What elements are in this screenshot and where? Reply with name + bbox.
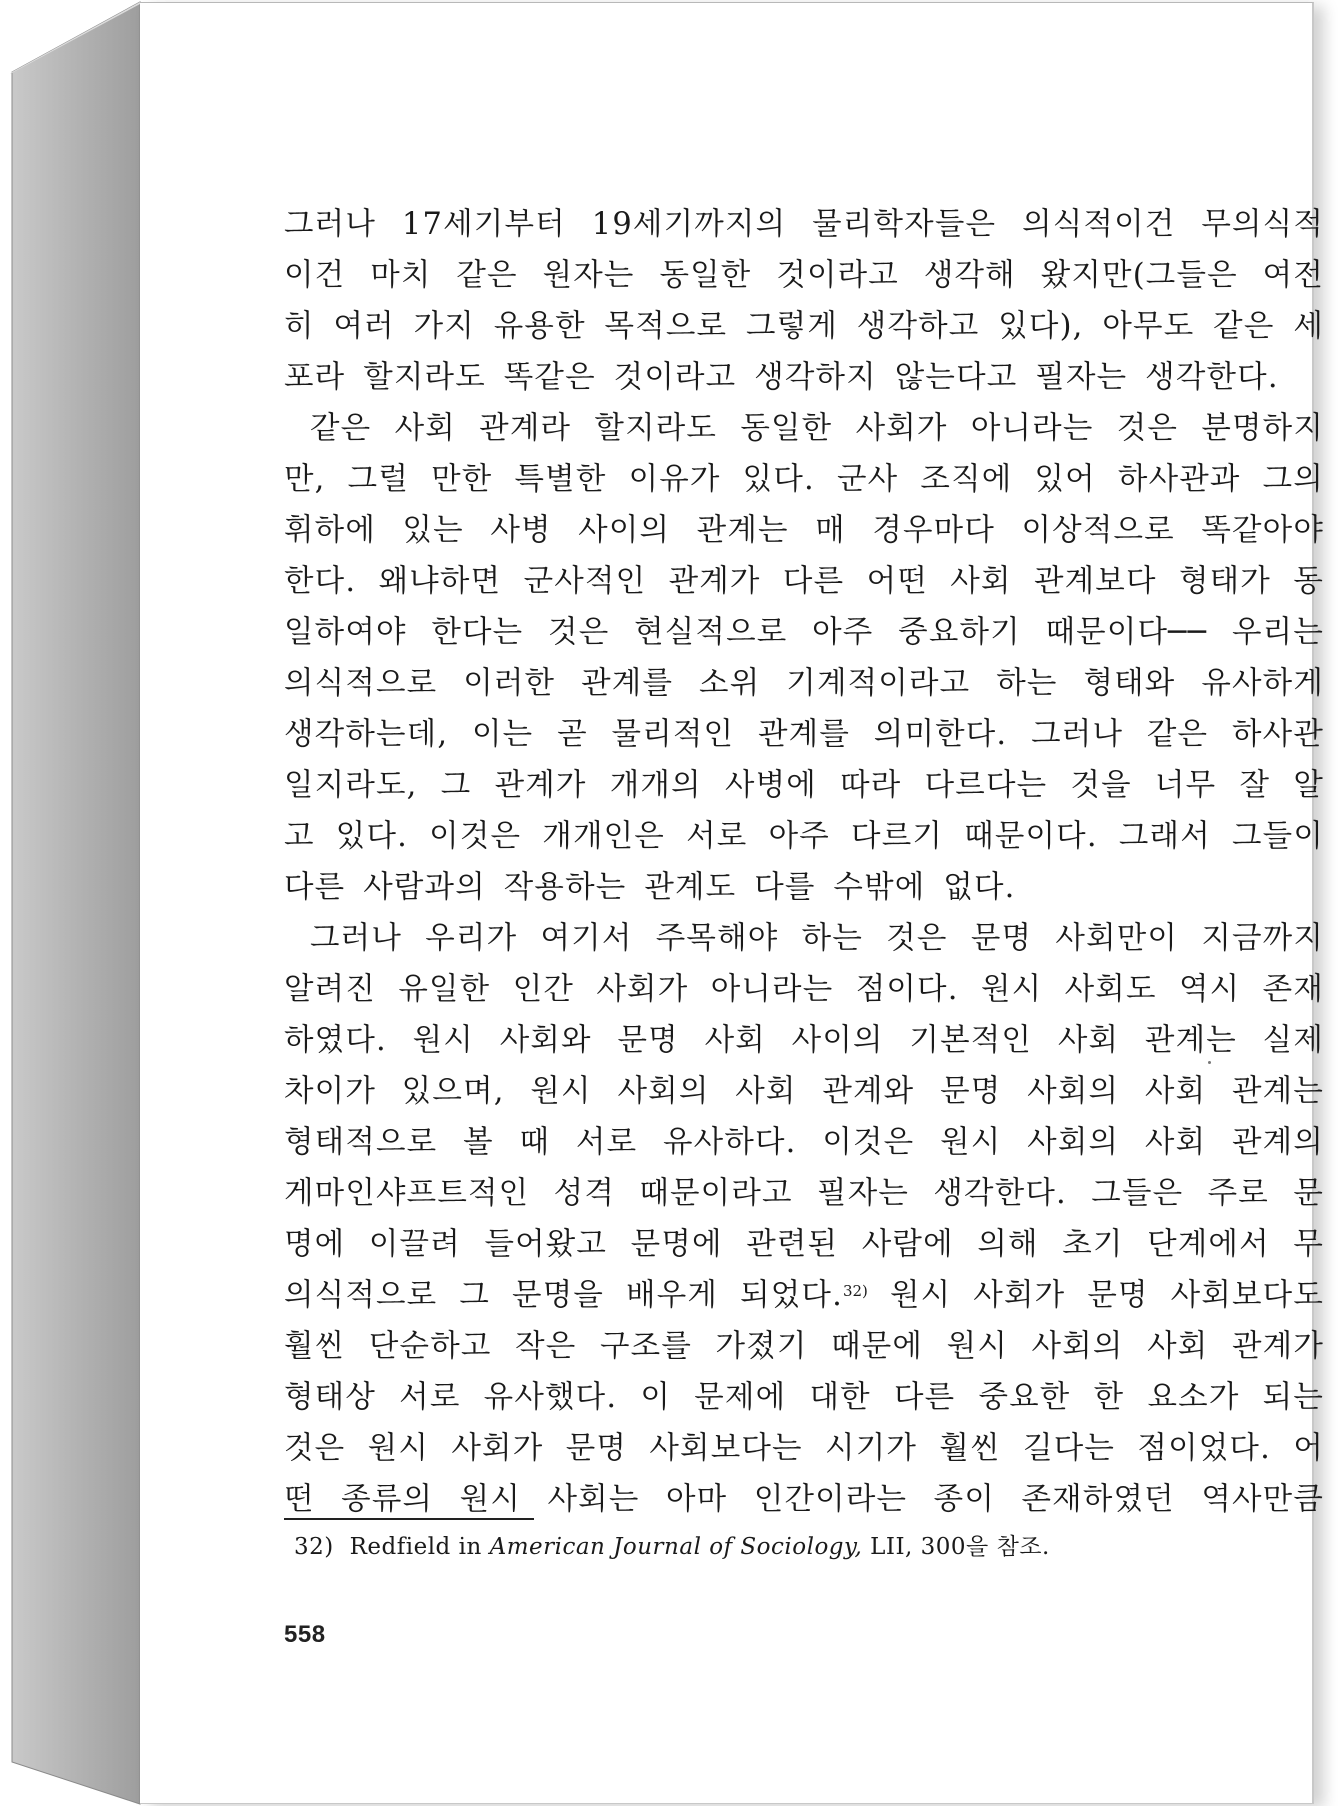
- footnote-author: Redfield in: [349, 1534, 482, 1560]
- text-line: 같은 사회 관계라 할지라도 동일한 사회가 아니라는 것은 분명하지: [310, 411, 1324, 446]
- text-line: 그러나 우리가 여기서 주목해야 하는 것은 문명 사회만이 지금까지: [310, 921, 1324, 956]
- page-number: 558: [284, 1621, 326, 1648]
- text-line: 형태상 서로 유사했다. 이 문제에 대한 다른 중요한 한 요소가 되는: [284, 1380, 1324, 1415]
- text-line: 생각하는데, 이는 곧 물리적인 관계를 의미한다. 그러나 같은 하사관: [284, 717, 1324, 752]
- line-head: 의식적으로 그 문명을 배우게 되었다.: [284, 1278, 843, 1313]
- text-line: 히 여러 가지 유용한 목적으로 그렇게 생각하고 있다), 아무도 같은 세: [284, 309, 1324, 344]
- text-line: 휘하에 있는 사병 사이의 관계는 매 경우마다 이상적으로 똑같아야: [284, 513, 1324, 548]
- text-line: 것은 원시 사회가 문명 사회보다는 시기가 훨씬 길다는 점이었다. 어: [284, 1431, 1324, 1466]
- scan-speck: [1208, 1061, 1211, 1064]
- text-line: 그러나 17세기부터 19세기까지의 물리학자들은 의식적이건 무의식적: [284, 207, 1324, 242]
- footnote: [294, 1530, 1050, 1564]
- text-line: 일하여야 한다는 것은 현실적으로 아주 중요하기 때문이다── 우리는: [284, 615, 1324, 650]
- footnote-divider: [284, 1518, 534, 1520]
- body-text: [284, 199, 1324, 1525]
- book-spine: [0, 0, 142, 1806]
- text-line-with-reference: [284, 1270, 1324, 1321]
- line-tail: 원시 사회가 문명 사회보다도: [867, 1278, 1324, 1313]
- footnote-reference[interactable]: 32): [842, 1282, 868, 1300]
- footnote-number: 32): [294, 1534, 334, 1560]
- footnote-journal: American Journal of Sociology,: [489, 1534, 863, 1560]
- text-line: 명에 이끌려 들어왔고 문명에 관련된 사람에 의해 초기 단계에서 무: [284, 1227, 1324, 1262]
- text-line: 한다. 왜냐하면 군사적인 관계가 다른 어떤 사회 관계보다 형태가 동: [284, 564, 1324, 599]
- text-line: 이건 마치 같은 원자는 동일한 것이라고 생각해 왔지만(그들은 여전: [284, 258, 1324, 293]
- text-line: 게마인샤프트적인 성격 때문이라고 필자는 생각한다. 그들은 주로 문: [284, 1176, 1324, 1211]
- text-line: 차이가 있으며, 원시 사회의 사회 관계와 문명 사회의 사회 관계는: [284, 1074, 1324, 1109]
- book-spine-shape: [0, 0, 142, 1806]
- text-line: 형태적으로 볼 때 서로 유사하다. 이것은 원시 사회의 사회 관계의: [284, 1125, 1324, 1160]
- text-line: 떤 종류의 원시 사회는 아마 인간이라는 종이 존재하였던 역사만큼: [284, 1482, 1324, 1517]
- text-line: 알려진 유일한 인간 사회가 아니라는 점이다. 원시 사회도 역시 존재: [284, 972, 1324, 1007]
- book-page: [140, 2, 1324, 1804]
- text-line: 일지라도, 그 관계가 개개의 사병에 따라 다르다는 것을 너무 잘 알: [284, 768, 1324, 803]
- text-line: 포라 할지라도 똑같은 것이라고 생각하지 않는다고 필자는 생각한다.: [284, 360, 1279, 395]
- text-line: 만, 그럴 만한 특별한 이유가 있다. 군사 조직에 있어 하사관과 그의: [284, 462, 1324, 497]
- text-line: 하였다. 원시 사회와 문명 사회 사이의 기본적인 사회 관계는 실제: [284, 1023, 1324, 1058]
- text-line: 의식적으로 이러한 관계를 소위 기계적이라고 하는 형태와 유사하게: [284, 666, 1324, 701]
- text-line: 훨씬 단순하고 작은 구조를 가졌기 때문에 원시 사회의 사회 관계가: [284, 1329, 1324, 1364]
- text-line: 다른 사람과의 작용하는 관계도 다를 수밖에 없다.: [284, 870, 1016, 905]
- footnote-detail: LII, 300을 참조.: [870, 1534, 1050, 1560]
- text-line: 고 있다. 이것은 개개인은 서로 아주 다르기 때문이다. 그래서 그들이: [284, 819, 1324, 854]
